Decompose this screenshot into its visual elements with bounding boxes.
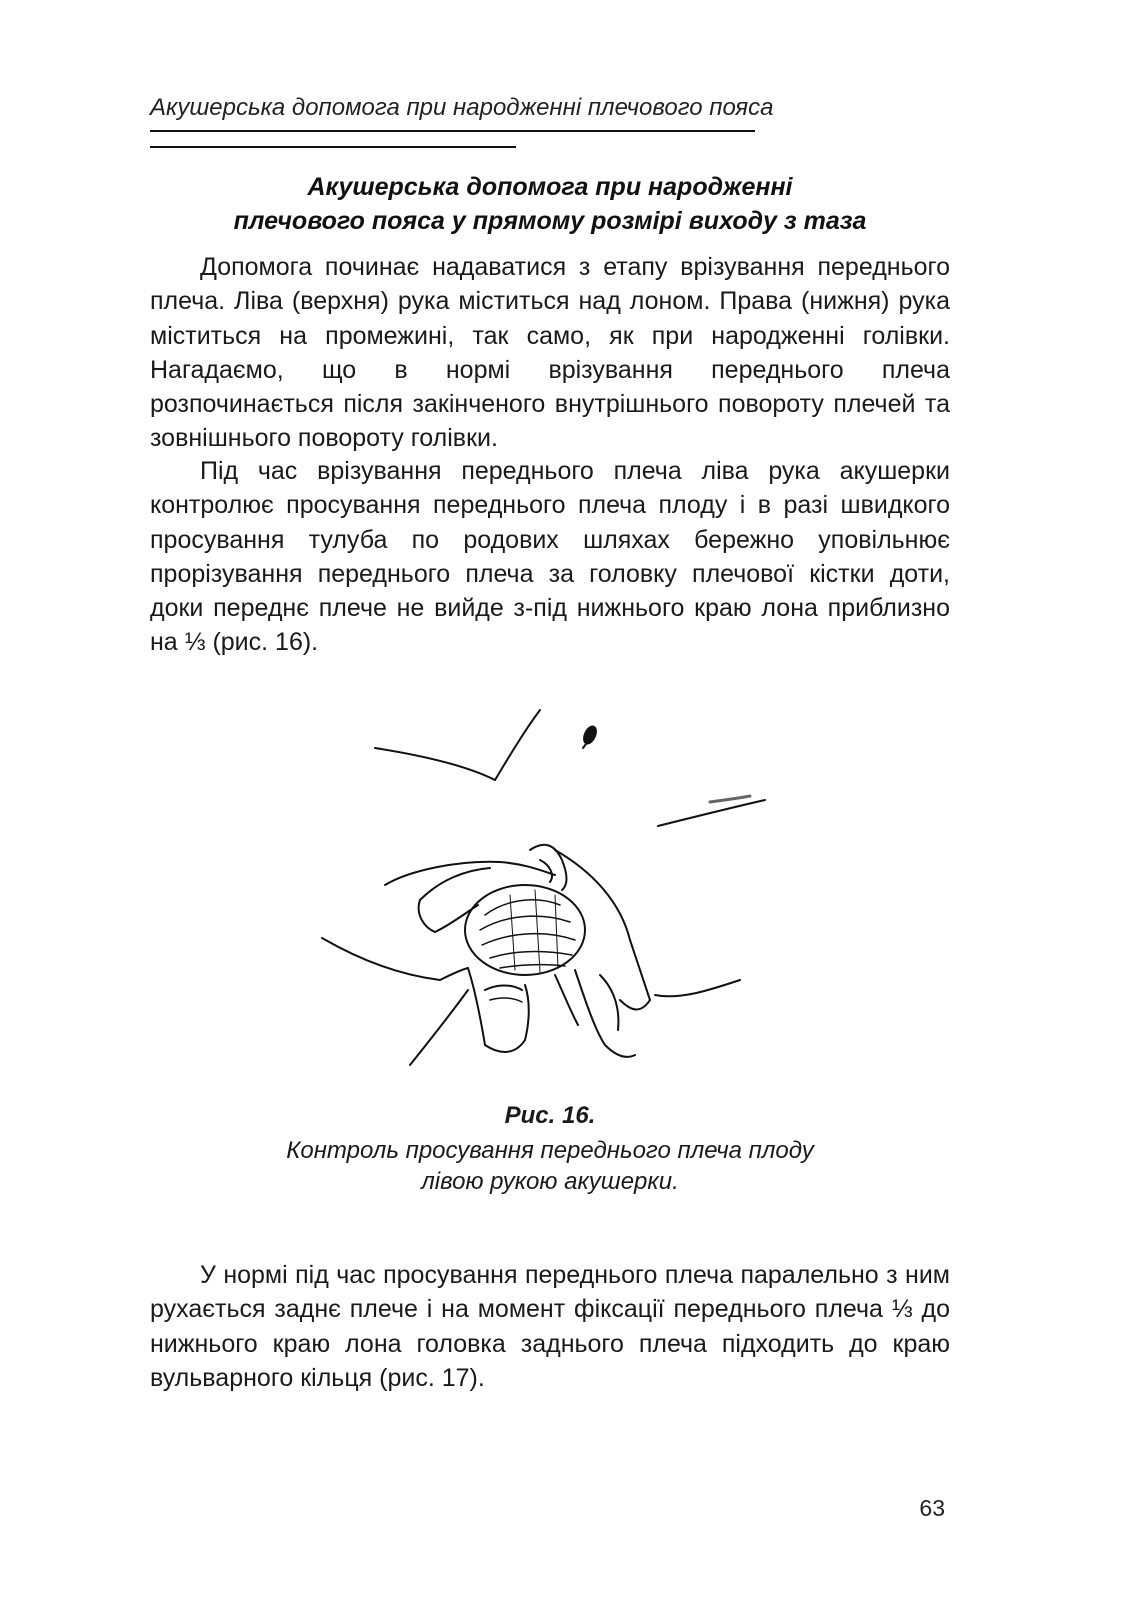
figure-caption-line-2: лівою рукою акушерки. xyxy=(421,1168,679,1195)
figure-16-illustration xyxy=(300,700,800,1090)
header-rule-short xyxy=(150,146,516,148)
body-paragraph-2: Під час врізування переднього плеча ліва рука акушерки контролює просування переднього плеча плоду і в разі швидкого просування тулуба по родових шляхах бережно уповільнює прорізування переднього плеча за головку плечової кістки доти, доки переднє плече не вийде з-під нижнього краю лона приблизно на ⅓ (рис. 16). xyxy=(150,457,950,657)
figure-caption xyxy=(150,1100,950,1197)
body-paragraph-1: Допомога починає надаватися з етапу врізування переднього плеча. Ліва (верхня) рука міститься над лоном. Права (нижня) рука міститься на промежині, так само, як при народженні голівки. Нагадаємо, що в нормі врізування переднього плеча розпочинається після закінченого внутрішнього повороту плечей та зовнішнього повороту голівки. xyxy=(150,253,950,453)
figure-caption-line-1: Контроль просування переднього плеча плоду xyxy=(286,1137,814,1164)
header-rule-long xyxy=(150,130,755,132)
body-paragraph-3: У нормі під час просування переднього плеча паралельно з ним рухається заднє плече і на момент фіксації переднього плеча ⅓ до нижнього краю лона головка заднього плеча підходить до краю вульварного кільця (рис. 17). xyxy=(150,1261,950,1392)
section-title xyxy=(150,170,950,238)
section-title-line-2: плечового пояса у прямому розмірі виходу з таза xyxy=(233,207,867,235)
page-number: 63 xyxy=(919,1495,945,1521)
running-header: Акушерська допомога при народженні плечового пояса xyxy=(150,94,774,121)
section-title-line-1: Акушерська допомога при народженні xyxy=(307,173,793,201)
figure-label: Рис. 16. xyxy=(504,1102,596,1129)
